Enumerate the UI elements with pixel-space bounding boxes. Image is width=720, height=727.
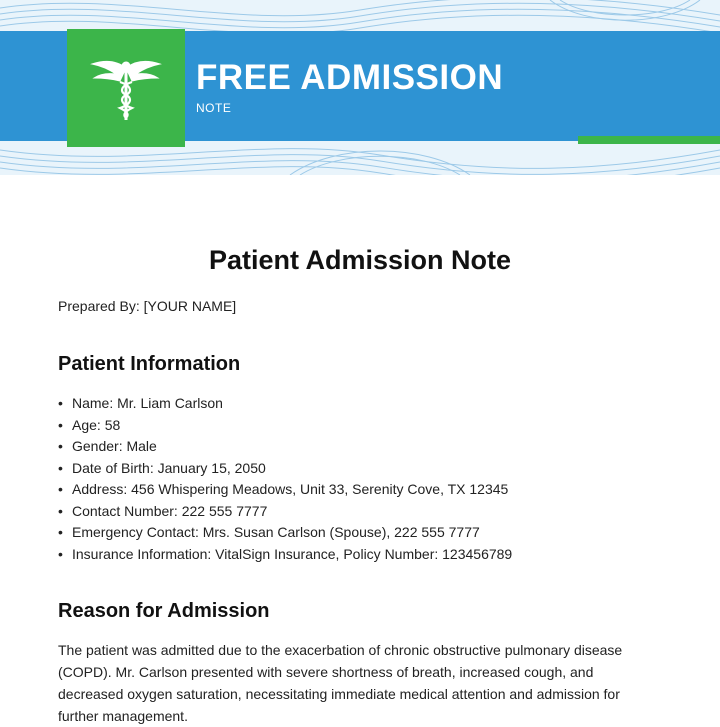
reason-text: The patient was admitted due to the exacerbation of chronic obstructive pulmonary disease (COPD). Mr. Carlson presented with severe shortness of breath, increased cough, and decreased oxygen saturation, necessitating immediate medical attention and admission for further management. <box>58 642 623 724</box>
list-item: • Emergency Contact: Mrs. Susan Carlson (Spouse), 222 555 7777 <box>58 522 512 544</box>
list-item: • Age: 58 <box>58 415 512 437</box>
list-item: • Address: 456 Whispering Meadows, Unit 33, Serenity Cove, TX 12345 <box>58 479 512 501</box>
patient-info-heading: Patient Information <box>58 353 241 375</box>
list-item: • Name: Mr. Liam Carlson <box>58 393 512 415</box>
document-title: Patient Admission Note <box>208 245 512 275</box>
logo-box <box>67 29 185 147</box>
prepared-by: Prepared By: [YOUR NAME] <box>58 298 237 314</box>
banner-subtitle: NOTE <box>196 101 232 115</box>
list-item: • Contact Number: 222 555 7777 <box>58 501 512 523</box>
list-item: • Insurance Information: VitalSign Insurance, Policy Number: 123456789 <box>58 544 512 566</box>
reason-heading: Reason for Admission <box>58 600 270 622</box>
header-banner <box>0 0 720 175</box>
list-item: • Gender: Male <box>58 436 512 458</box>
patient-info-list <box>58 393 512 565</box>
green-accent-strip <box>578 136 720 144</box>
caduceus-icon <box>86 48 166 128</box>
list-item: • Date of Birth: January 15, 2050 <box>58 458 512 480</box>
banner-title: FREE ADMISSION <box>196 58 504 97</box>
